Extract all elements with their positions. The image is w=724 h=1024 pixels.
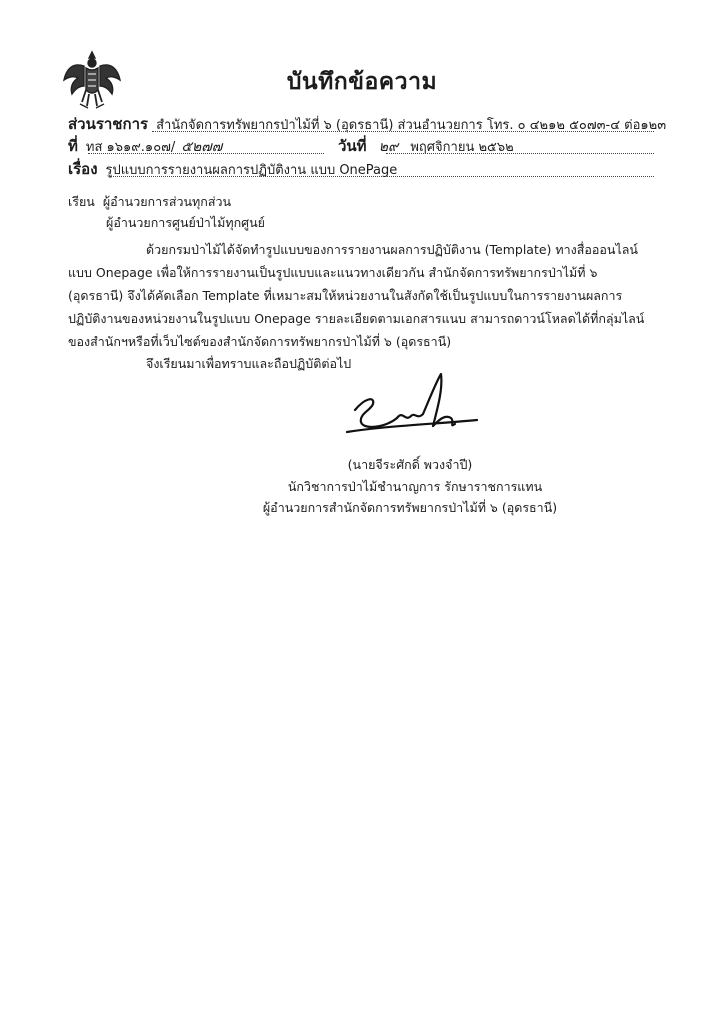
subject-value: รูปแบบการรายงานผลการปฏิบัติงาน แบบ OnePage bbox=[105, 163, 398, 178]
agency-dotline bbox=[152, 131, 654, 132]
body-closing: จึงเรียนมาเพื่อทราบและถือปฏิบัติต่อไป bbox=[146, 356, 352, 371]
signatory-name: (นายจีระศักดิ์ พวงจำปี) bbox=[347, 457, 473, 472]
agency-value: สำนักจัดการทรัพยากรป่าไม้ที่ ๖ (อุดรธานี) ส่วนอำนวยการ โทร. ๐ ๔๒๑๒ ๕๐๗๓-๔ ต่อ๑๒๓ bbox=[156, 118, 667, 133]
date-dotline bbox=[386, 153, 654, 154]
ref-dotline bbox=[88, 153, 324, 154]
body-line-4: ปฏิบัติงานของหน่วยงานในรูปแบบ Onepage รายละเอียดตามเอกสารแนบ สามารถดาวน์โหลดได้ที่กลุ่มไลน์ bbox=[68, 311, 645, 326]
ref-label: ที่ bbox=[68, 137, 78, 155]
salutation-prefix: เรียน bbox=[68, 194, 95, 209]
date-label: วันที่ bbox=[338, 137, 367, 155]
subject-label: เรื่อง bbox=[68, 160, 98, 178]
salutation-to-2: ผู้อำนวยการศูนย์ป่าไม้ทุกศูนย์ bbox=[106, 215, 265, 230]
document-title: บันทึกข้อความ bbox=[286, 69, 438, 95]
signatory-position-1: นักวิชาการป่าไม้ชำนาญการ รักษาราชการแทน bbox=[287, 479, 543, 494]
date-value: พฤศจิกายน ๒๕๖๒ bbox=[410, 140, 514, 155]
ref-number-handwritten: ๕๒๗๗ bbox=[181, 139, 223, 155]
body-line-3: (อุดรธานี) จึงได้คัดเลือก Template ที่เหมาะสมให้หน่วยงานในสังกัดใช้เป็นรูปแบบในการรายงานผลการ bbox=[68, 288, 623, 303]
date-day-handwritten: ๒๙ bbox=[378, 139, 399, 155]
body-line-2: แบบ Onepage เพื่อให้การรายงานเป็นรูปแบบและแนวทางเดียวกัน สำนักจัดการทรัพยากรป่าไม้ที่ ๖ bbox=[68, 265, 598, 280]
body-line-5: ของสำนักฯหรือที่เว็บไซต์ของสำนักจัดการทรัพยากรป่าไม้ที่ ๖ (อุดรธานี) bbox=[68, 334, 452, 349]
handwritten-signature bbox=[345, 370, 485, 450]
signatory-position-2: ผู้อำนวยการสำนักจัดการทรัพยากรป่าไม้ที่ ๖ (อุดรธานี) bbox=[262, 500, 558, 515]
salutation-to-1: ผู้อำนวยการส่วนทุกส่วน bbox=[102, 194, 232, 209]
salutation-line-1 bbox=[68, 192, 231, 212]
agency-label: ส่วนราชการ bbox=[68, 115, 149, 133]
ref-value: ทส ๑๖๑๙.๑๐๗/ bbox=[85, 140, 176, 155]
subject-dotline bbox=[110, 176, 654, 177]
body-line-1: ด้วยกรมป่าไม้ได้จัดทำรูปแบบของการรายงานผลการปฏิบัติงาน (Template) ทางสื่อออนไลน์ bbox=[146, 242, 638, 257]
